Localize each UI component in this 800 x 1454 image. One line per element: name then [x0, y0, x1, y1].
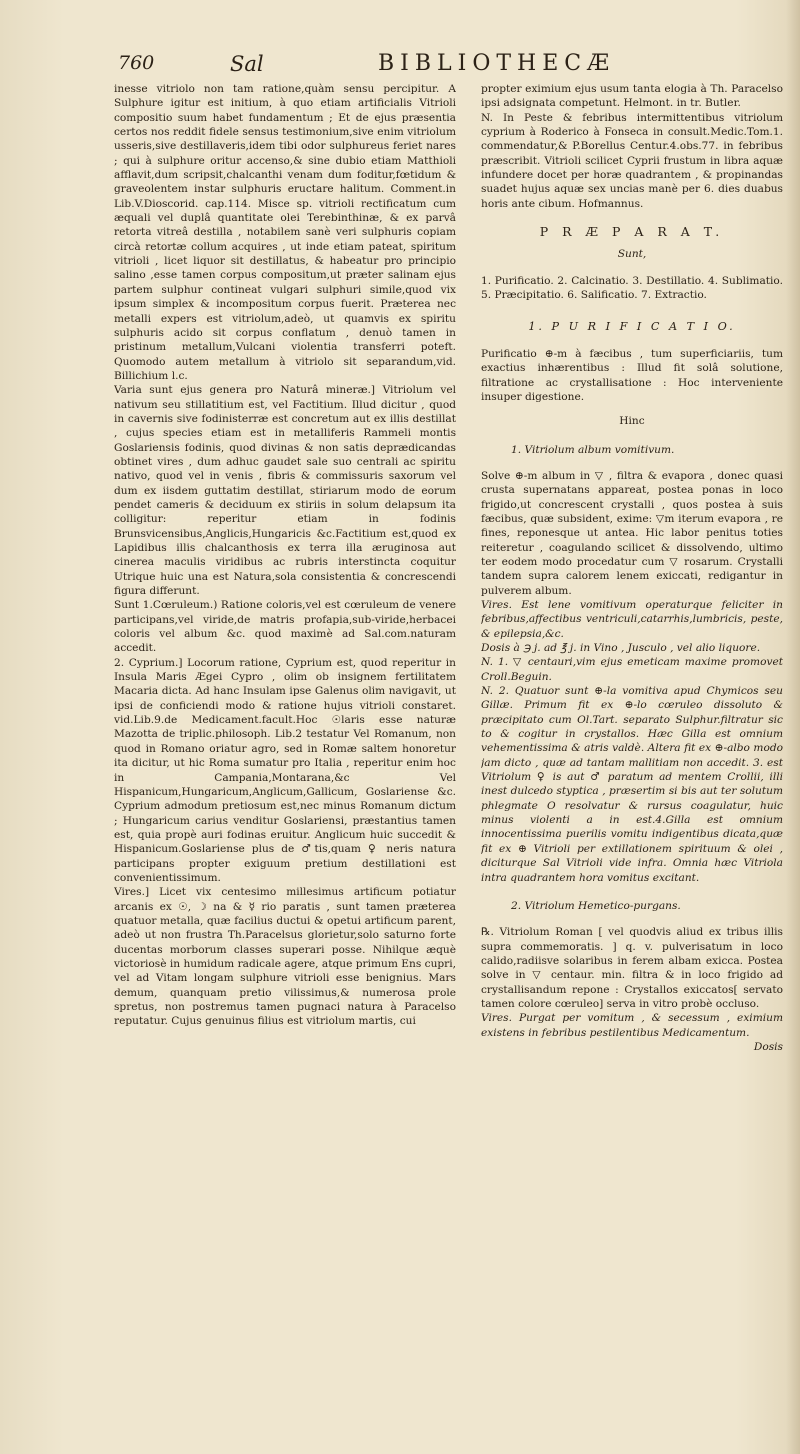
paragraph: 2. Cyprium.] Locorum ratione, Cyprium est, quod reperitur in Insula Maris Ægei Cypro , olim ob insignem fertilitatem Macaria dicta. Ad hanc Insulam ipse Galenus olim navigavit, ut ipsi de conficiendi modo & ratione hujus vitrioli constaret. vid.Lib.9.de Medicament.facult.Hoc ☉laris esse naturæ Mazotta de triplic.philosoph. Lib.2 testatur Vel Romanum, non quod in Romano oriatur agro, sed in Romæ saltem honoretur ita dicitur, ut hic Roma sumatur pro Italia , reperitur enim hoc in Campania,Montarana,&c Vel Hispanicum,Hungaricum,Anglicum,Gallicum, Goslariense &c. Cyprium admodum pretiosum est,nec minus Romanum dictum ; Hungaricum carius venditur Goslariensi, præstantius tamen est, quia propè auri fodinas eruitur. Anglicum huic succedit & Hispanicum.Goslariense plus de ♂tis,quam ♀ neris natura participans propter exiguum pretium destillationi est convenientissimum. — [114, 656, 456, 884]
paragraph: Varia sunt ejus genera pro Naturâ mineræ.] Vitriolum vel nativum seu stillatitium est, vel Factitium. Illud dicitur , quod in cavernis sive fodinisterræ est concretum aut ex illis destillat , cujus species etiam est in metalliferis Rammeli montis Goslariensis fodinis, quod divinas & non satis deprædicandas obtinet vires , dum adhuc gaudet sale suo centrali ac spiritu nativo, quod vel in venis , fibris & commissuris saxorum vel dum ex iisdem guttatim destillat, stiriarum modo de eorum pendet cameris & deciduum ex stiriis in solum delapsum ita colligitur: reperitur etiam in fodinis Brunsvicensibus,Anglicis,Hungaricis &c.Factitium est,quod ex Lapidibus illis chalcanthosis ex terra illa æruginosa aut cinerea maculis viridibus ac rubris interstincta coquitur Utrique huic una est Natura,sola consistentia & concrescendi figura differunt. — [114, 384, 456, 598]
paragraph-vires: Vires. Purgat per vomitum , & secessum , eximium existens in febribus pestilentibus Medicamentum. — [481, 1012, 783, 1039]
running-header — [110, 48, 790, 82]
subheading-sunt: Sunt, — [617, 248, 647, 261]
preparation-list: 1. Purificatio. 2. Calcinatio. 3. Destillatio. 4. Sublimatio. 5. Præcipitatio. 6. Salificatio. 7. Extractio. — [481, 274, 783, 302]
paragraph: Sunt 1.Cœruleum.) Ratione coloris,vel est cœruleum de venere participans,vel viride,de matris profapia,sub-viride,herbacei coloris vel album &c. quod maximè ad Sal.com.naturam accedit. — [114, 599, 456, 655]
paragraph: Vires.] Licet vix centesimo millesimus artificum potiatur arcanis ex ☉, ☽ na & ☿ rio paratis , sunt tamen præterea quatuor metalla, quæ facilius ductui & opetui artificum parent, adeò ut non frustra Th.Paracelsus glorietur,solo saturno forte ducentas morborum classes superari posse. Nihilque æquè victoriosè in humidum radicale agere, atque primum Ens cupri, vel ad Vitam longam sulphure vitrioli esse benignius. Mars demum, quanquam pretio vilissimus,& numerosa prole spretus, non postremus tamen pugnaci natura à Paracelso reputatur. Cujus genuinus filius est vitriolum martis, cui — [114, 886, 456, 1028]
paragraph: propter eximium ejus usum tanta elogia à Th. Paracelso ipsi adsignata competunt. Helmont. in tr. Butler. — [481, 83, 783, 110]
paragraph-note-1: N. 1. ▽ centauri,vim ejus emeticam maxime promovet Croll.Beguin. — [481, 656, 783, 683]
paragraph: ℞. Vitriolum Roman [ vel quodvis aliud ex tribus illis supra commemoratis. ] q. v. pulverisatum in loco calido,radiisve solaribus in ferem albam exicca. Postea solve in ▽ centaur. min. filtra & in loco frigido ad crystallisandum repone : Crystallos exiccatos[ servato tamen colore cœruleo] serva in vitro probè occluso. — [481, 926, 783, 1010]
paragraph-note-2: N. 2. Quatuor sunt ⊕-la vomitiva apud Chymicos seu Gillæ. Primum fit ex ⊕-lo cœruleo dissoluto & præcipitato cum Ol.Tart. separato Sulphur.filtratur sic to & cogitur in crystallos. Hæc Gilla est omnium vehementissima & atris valdè. Altera fit ex ⊕-albo modo jam dicto , quæ ad tantam mallitiam non accedit. 3. est Vitriolum ♀ is aut ♂ paratum ad mentem Crollii, illi inest dulcedo styptica , præsertim si bis aut ter solutum phlegmate O resolvatur & rursus coagulatur, huic minus violenti a in est.4.Gilla est omnium innocentissima puerilis vomitu indigentibus dicata,quæ fit ex ⊕ Vitrioli per extillationem spirituum & olei , diciturque Sal Vitrioli vide infra. Omnia hæc Vitriola intra quadrantem hora vomitus excitant. — [481, 685, 783, 884]
heading-purificatio: 1. P U R I F I C A T I O. — [528, 320, 736, 334]
heading-vitriolum-album: 1. Vitriolum album vomitivum. — [511, 443, 675, 456]
page-edge-shadow — [786, 0, 800, 1454]
heading-hemetico-purgans: 2. Vitriolum Hemetico-purgans. — [511, 899, 681, 912]
paragraph-dosis: Dosis à ℈ j. ad ℥ j. in Vino , Jusculo , vel alio liquore. — [481, 642, 761, 654]
hinc-label: Hinc — [619, 415, 645, 428]
page-number: 760 — [118, 52, 155, 74]
catchword: Dosis — [753, 1040, 783, 1053]
book-title: BIBLIOTHECÆ — [378, 51, 616, 76]
paragraph-vires: Vires. Est lene vomitivum operaturque feliciter in febribus,affectibus ventriculi,catarrhis,lumbricis, peste, & epilepsia,&c. — [481, 598, 783, 640]
paragraph: N. In Peste & febribus intermittentibus vitriolum cyprium à Roderico à Fonseca in consult.Medic.Tom.1. commendatur,& P.Borellus Centur.4.obs.77. in febribus præscribit. Vitrioli scilicet Cyprii frustum in libra aquæ infundere docet per horæ quadrantem , & propinandas suadet hujus aquæ sex uncias manè per 6. dies duabus horis ante cibum. Hofmannus. — [481, 111, 783, 210]
section-heading-praeparat: P R Æ P A R A T. — [539, 224, 725, 240]
paragraph: Purificatio ⊕-m à fæcibus , tum superficiariis, tum exactius inhærentibus : Illud fit solâ solutione, filtratione ac crystallisatione : Hoc interveniente insuper digestione. — [481, 347, 783, 403]
section-title: Sal — [230, 52, 264, 76]
right-column — [481, 82, 783, 1422]
paragraph: Solve ⊕-m album in ▽ , filtra & evapora , donec quasi crusta supernatans appareat, postea ponas in loco frigido,ut concrescent crystalli , quos postea à suis fæcibus, quæ subsident, exime: ▽m iterum evapora , re fines, reponesque ut antea. Hic labor penitus toties reiteretur , coagulando scilicet & dissolvendo, ultimo ter eodem modo procedatur cum ▽ rosarum. Crystalli tandem supra calorem lenem exiccati, redigantur in pulverem album. — [481, 469, 783, 597]
left-column — [114, 82, 456, 1422]
paragraph: inesse vitriolo non tam ratione,quàm sensu percipitur. A Sulphure igitur est initium, à quo etiam artificialis Vitrioli compositio suum habet fundamentum ; Et de ejus præsentia certos nos reddit fidele sensus testimonium,sive enim vitriolum usseris,sive destillaveris,idem tibi odor sulphureus feriet nares ; qui à sulphure oritur accenso,& sine dubio etiam Matthioli afflavit,dum scripsit,chalcanthi venam dum foditur,fœtidum & graveolentem instar sulphuris eructare halitum. Comment.in Lib.V.Dioscorid. cap.114. Misce sp. vitrioli rectificatum cum æquali vel duplâ quantitate olei Terebinthinæ, & ex parvâ retorta vitreâ destilla , notabilem sanè veri sulphuris copiam circà retortæ collum acquires , ut inde etiam pateat, spiritum vitrioli , licet liquor sit destillatus, & habeatur pro principio salino ,esse tamen corpus compositum,ut præter salinam ejus partem sulphur contineat vulgari sulphuri simile,quod vix ipsum simplex & incompositum corpus fuerit. Præterea nec metalli expers est vitriolum,adeò, ut quamvis ex spiritu sulphuris acido sit corpus conflatum , denuò tamen in pristinum metallum,Vulcani violentia transferri poteft. Quomodo autem metallum à vitriolo sit separandum,vid. Billichium l.c. — [114, 83, 456, 382]
